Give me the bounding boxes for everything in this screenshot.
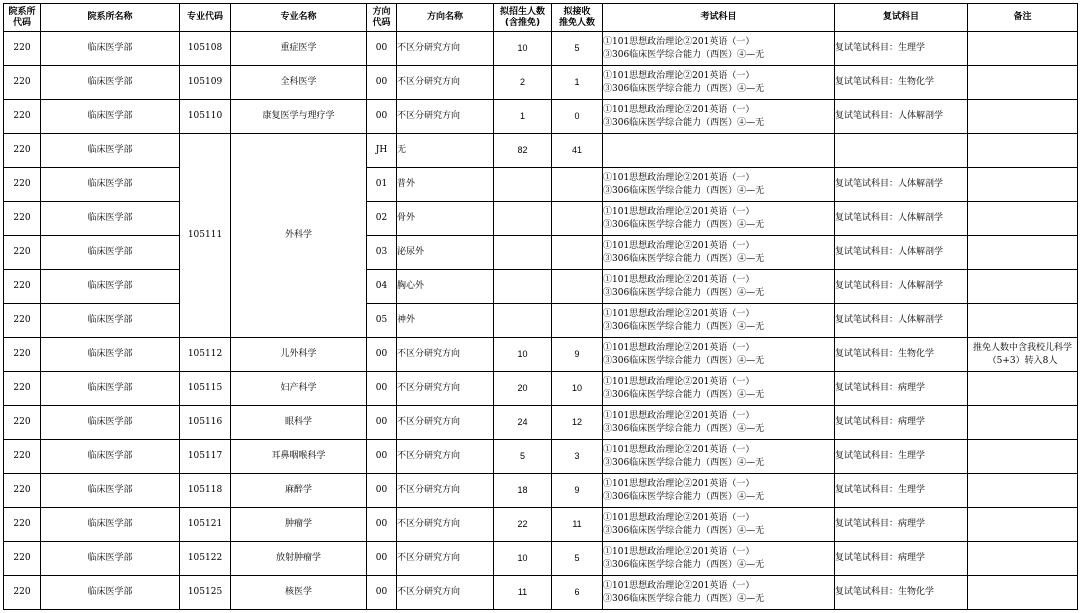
retest-cell: 复试笔试科目：生物化学 — [835, 338, 968, 372]
remarks-cell — [968, 372, 1078, 406]
exam-cell: ①101思想政治理论②201英语（一） ③306临床医学综合能力（西医）④—无 — [603, 66, 835, 100]
exempt-cell — [552, 236, 603, 270]
header-major-name: 专业名称 — [231, 4, 367, 32]
planned-cell: 2 — [494, 66, 552, 100]
retest-cell: 复试笔试科目：人体解剖学 — [835, 168, 968, 202]
dept-code-cell: 220 — [4, 202, 41, 236]
dept-name-cell: 临床医学部 — [41, 542, 180, 576]
dir-name-cell: 无 — [397, 134, 494, 168]
exam-cell: ①101思想政治理论②201英语（一） ③306临床医学综合能力（西医）④—无 — [603, 236, 835, 270]
dept-code-cell: 220 — [4, 134, 41, 168]
dir-code-cell: 00 — [367, 474, 397, 508]
dept-code-cell: 220 — [4, 338, 41, 372]
dept-code-cell: 220 — [4, 474, 41, 508]
exempt-cell — [552, 202, 603, 236]
dept-name-cell: 临床医学部 — [41, 304, 180, 338]
retest-cell: 复试笔试科目：人体解剖学 — [835, 270, 968, 304]
major-name-cell: 外科学 — [231, 134, 367, 338]
exam-cell: ①101思想政治理论②201英语（一） ③306临床医学综合能力（西医）④—无 — [603, 270, 835, 304]
planned-cell: 10 — [494, 338, 552, 372]
major-name-cell: 核医学 — [231, 576, 367, 610]
major-name-cell: 耳鼻咽喉科学 — [231, 440, 367, 474]
dept-name-cell: 临床医学部 — [41, 236, 180, 270]
dept-code-cell: 220 — [4, 100, 41, 134]
dir-name-cell: 不区分研究方向 — [397, 372, 494, 406]
dept-code-cell: 220 — [4, 440, 41, 474]
dir-code-cell: 02 — [367, 202, 397, 236]
table-row — [4, 202, 1078, 236]
table-row — [4, 236, 1078, 270]
retest-cell: 复试笔试科目：病理学 — [835, 406, 968, 440]
dir-code-cell: 00 — [367, 66, 397, 100]
dept-name-cell: 临床医学部 — [41, 270, 180, 304]
exempt-cell: 1 — [552, 66, 603, 100]
dept-name-cell: 临床医学部 — [41, 134, 180, 168]
dept-code-cell: 220 — [4, 168, 41, 202]
retest-cell: 复试笔试科目：人体解剖学 — [835, 236, 968, 270]
dept-name-cell: 临床医学部 — [41, 508, 180, 542]
retest-cell: 复试笔试科目：人体解剖学 — [835, 304, 968, 338]
planned-cell — [494, 304, 552, 338]
dir-name-cell: 不区分研究方向 — [397, 32, 494, 66]
dept-code-cell: 220 — [4, 236, 41, 270]
planned-cell: 18 — [494, 474, 552, 508]
dir-code-cell: 00 — [367, 100, 397, 134]
exempt-cell: 5 — [552, 542, 603, 576]
major-code-cell: 105111 — [180, 134, 231, 338]
exam-cell: ①101思想政治理论②201英语（一） ③306临床医学综合能力（西医）④—无 — [603, 338, 835, 372]
table-row — [4, 406, 1078, 440]
dept-code-cell: 220 — [4, 406, 41, 440]
dir-name-cell: 不区分研究方向 — [397, 338, 494, 372]
dir-name-cell: 骨外 — [397, 202, 494, 236]
dept-name-cell: 临床医学部 — [41, 168, 180, 202]
exam-cell: ①101思想政治理论②201英语（一） ③306临床医学综合能力（西医）④—无 — [603, 406, 835, 440]
exam-cell: ①101思想政治理论②201英语（一） ③306临床医学综合能力（西医）④—无 — [603, 100, 835, 134]
remarks-cell — [968, 304, 1078, 338]
planned-cell: 5 — [494, 440, 552, 474]
table-row — [4, 542, 1078, 576]
remarks-cell: 推免人数中含我校儿科学（5+3）转入8人 — [968, 338, 1078, 372]
remarks-cell — [968, 66, 1078, 100]
retest-cell: 复试笔试科目：病理学 — [835, 508, 968, 542]
dir-code-cell: 00 — [367, 440, 397, 474]
major-name-cell: 眼科学 — [231, 406, 367, 440]
table-row — [4, 576, 1078, 610]
dir-code-cell: 00 — [367, 406, 397, 440]
dept-code-cell: 220 — [4, 304, 41, 338]
major-code-cell: 105109 — [180, 66, 231, 100]
retest-cell: 复试笔试科目：生理学 — [835, 32, 968, 66]
remarks-cell — [968, 576, 1078, 610]
exam-cell: ①101思想政治理论②201英语（一） ③306临床医学综合能力（西医）④—无 — [603, 202, 835, 236]
major-code-cell: 105115 — [180, 372, 231, 406]
dept-name-cell: 临床医学部 — [41, 576, 180, 610]
major-code-cell: 105112 — [180, 338, 231, 372]
retest-cell: 复试笔试科目：人体解剖学 — [835, 100, 968, 134]
planned-cell — [494, 270, 552, 304]
exam-cell: ①101思想政治理论②201英语（一） ③306临床医学综合能力（西医）④—无 — [603, 508, 835, 542]
planned-cell: 1 — [494, 100, 552, 134]
table-row — [4, 304, 1078, 338]
retest-cell: 复试笔试科目：病理学 — [835, 372, 968, 406]
remarks-cell — [968, 474, 1078, 508]
dir-code-cell: 05 — [367, 304, 397, 338]
header-planned: 拟招生人数 (含推免) — [494, 4, 552, 32]
major-code-cell: 105108 — [180, 32, 231, 66]
exam-cell: ①101思想政治理论②201英语（一） ③306临床医学综合能力（西医）④—无 — [603, 542, 835, 576]
exam-cell — [603, 134, 835, 168]
dept-name-cell: 临床医学部 — [41, 372, 180, 406]
exempt-cell — [552, 270, 603, 304]
major-code-cell: 105125 — [180, 576, 231, 610]
dir-name-cell: 神外 — [397, 304, 494, 338]
dept-code-cell: 220 — [4, 66, 41, 100]
table-row — [4, 66, 1078, 100]
planned-cell: 10 — [494, 32, 552, 66]
header-exam: 考试科目 — [603, 4, 835, 32]
table-row — [4, 508, 1078, 542]
exempt-cell: 6 — [552, 576, 603, 610]
table-row — [4, 168, 1078, 202]
planned-cell: 11 — [494, 576, 552, 610]
major-code-cell: 105116 — [180, 406, 231, 440]
dept-code-cell: 220 — [4, 270, 41, 304]
table-row — [4, 474, 1078, 508]
header-retest: 复试科目 — [835, 4, 968, 32]
retest-cell: 复试笔试科目：人体解剖学 — [835, 202, 968, 236]
dept-name-cell: 临床医学部 — [41, 32, 180, 66]
exam-cell: ①101思想政治理论②201英语（一） ③306临床医学综合能力（西医）④—无 — [603, 168, 835, 202]
retest-cell: 复试笔试科目：生理学 — [835, 440, 968, 474]
table-row — [4, 134, 1078, 168]
dir-code-cell: 00 — [367, 542, 397, 576]
dir-name-cell: 不区分研究方向 — [397, 440, 494, 474]
header-remarks: 备注 — [968, 4, 1078, 32]
remarks-cell — [968, 236, 1078, 270]
dir-name-cell: 不区分研究方向 — [397, 508, 494, 542]
admissions-table — [3, 3, 1078, 610]
header-dept-code: 院系所 代码 — [4, 4, 41, 32]
exempt-cell: 9 — [552, 474, 603, 508]
retest-cell: 复试笔试科目：生物化学 — [835, 66, 968, 100]
dept-name-cell: 临床医学部 — [41, 338, 180, 372]
dir-code-cell: 00 — [367, 508, 397, 542]
dir-code-cell: 01 — [367, 168, 397, 202]
exempt-cell: 9 — [552, 338, 603, 372]
exempt-cell: 5 — [552, 32, 603, 66]
table-row — [4, 32, 1078, 66]
planned-cell: 20 — [494, 372, 552, 406]
planned-cell — [494, 202, 552, 236]
dir-name-cell: 不区分研究方向 — [397, 474, 494, 508]
remarks-cell — [968, 168, 1078, 202]
planned-cell: 10 — [494, 542, 552, 576]
dept-name-cell: 临床医学部 — [41, 440, 180, 474]
planned-cell: 24 — [494, 406, 552, 440]
major-code-cell: 105121 — [180, 508, 231, 542]
major-name-cell: 重症医学 — [231, 32, 367, 66]
dir-code-cell: 04 — [367, 270, 397, 304]
dept-name-cell: 临床医学部 — [41, 406, 180, 440]
table-row — [4, 338, 1078, 372]
major-code-cell: 105118 — [180, 474, 231, 508]
exempt-cell: 12 — [552, 406, 603, 440]
major-code-cell: 105110 — [180, 100, 231, 134]
dir-code-cell: 03 — [367, 236, 397, 270]
dir-name-cell: 不区分研究方向 — [397, 576, 494, 610]
header-major-code: 专业代码 — [180, 4, 231, 32]
dept-name-cell: 临床医学部 — [41, 66, 180, 100]
exempt-cell: 11 — [552, 508, 603, 542]
planned-cell — [494, 236, 552, 270]
exam-cell: ①101思想政治理论②201英语（一） ③306临床医学综合能力（西医）④—无 — [603, 576, 835, 610]
dir-code-cell: 00 — [367, 338, 397, 372]
table-row — [4, 270, 1078, 304]
dept-code-cell: 220 — [4, 576, 41, 610]
dept-code-cell: 220 — [4, 372, 41, 406]
exam-cell: ①101思想政治理论②201英语（一） ③306临床医学综合能力（西医）④—无 — [603, 304, 835, 338]
dept-name-cell: 临床医学部 — [41, 100, 180, 134]
exam-cell: ①101思想政治理论②201英语（一） ③306临床医学综合能力（西医）④—无 — [603, 440, 835, 474]
dept-name-cell: 临床医学部 — [41, 202, 180, 236]
exempt-cell: 10 — [552, 372, 603, 406]
retest-cell: 复试笔试科目：病理学 — [835, 542, 968, 576]
dir-name-cell: 泌尿外 — [397, 236, 494, 270]
dept-code-cell: 220 — [4, 508, 41, 542]
planned-cell — [494, 168, 552, 202]
major-name-cell: 肿瘤学 — [231, 508, 367, 542]
major-name-cell: 康复医学与理疗学 — [231, 100, 367, 134]
header-dir-name: 方向名称 — [397, 4, 494, 32]
exempt-cell: 41 — [552, 134, 603, 168]
remarks-cell — [968, 508, 1078, 542]
dept-code-cell: 220 — [4, 32, 41, 66]
dir-name-cell: 胸心外 — [397, 270, 494, 304]
exempt-cell — [552, 304, 603, 338]
exam-cell: ①101思想政治理论②201英语（一） ③306临床医学综合能力（西医）④—无 — [603, 32, 835, 66]
dir-name-cell: 不区分研究方向 — [397, 542, 494, 576]
dir-name-cell: 普外 — [397, 168, 494, 202]
dir-name-cell: 不区分研究方向 — [397, 100, 494, 134]
remarks-cell — [968, 100, 1078, 134]
major-code-cell: 105117 — [180, 440, 231, 474]
exempt-cell: 3 — [552, 440, 603, 474]
table-row — [4, 440, 1078, 474]
retest-cell: 复试笔试科目：生理学 — [835, 474, 968, 508]
dept-name-cell: 临床医学部 — [41, 474, 180, 508]
header-dept-name: 院系所名称 — [41, 4, 180, 32]
retest-cell — [835, 134, 968, 168]
dir-code-cell: JH — [367, 134, 397, 168]
remarks-cell — [968, 542, 1078, 576]
major-name-cell: 儿外科学 — [231, 338, 367, 372]
major-name-cell: 麻醉学 — [231, 474, 367, 508]
dept-code-cell: 220 — [4, 542, 41, 576]
dir-name-cell: 不区分研究方向 — [397, 406, 494, 440]
exam-cell: ①101思想政治理论②201英语（一） ③306临床医学综合能力（西医）④—无 — [603, 372, 835, 406]
dir-code-cell: 00 — [367, 32, 397, 66]
dir-code-cell: 00 — [367, 576, 397, 610]
major-code-cell: 105122 — [180, 542, 231, 576]
header-row — [4, 4, 1078, 32]
remarks-cell — [968, 134, 1078, 168]
major-name-cell: 妇产科学 — [231, 372, 367, 406]
exam-cell: ①101思想政治理论②201英语（一） ③306临床医学综合能力（西医）④—无 — [603, 474, 835, 508]
exempt-cell: 0 — [552, 100, 603, 134]
major-name-cell: 放射肿瘤学 — [231, 542, 367, 576]
remarks-cell — [968, 32, 1078, 66]
remarks-cell — [968, 270, 1078, 304]
major-name-cell: 全科医学 — [231, 66, 367, 100]
exempt-cell — [552, 168, 603, 202]
retest-cell: 复试笔试科目：生物化学 — [835, 576, 968, 610]
remarks-cell — [968, 406, 1078, 440]
header-exempt: 拟接收 推免人数 — [552, 4, 603, 32]
table-row — [4, 100, 1078, 134]
table-row — [4, 372, 1078, 406]
planned-cell: 82 — [494, 134, 552, 168]
remarks-cell — [968, 202, 1078, 236]
remarks-cell — [968, 440, 1078, 474]
dir-code-cell: 00 — [367, 372, 397, 406]
dir-name-cell: 不区分研究方向 — [397, 66, 494, 100]
planned-cell: 22 — [494, 508, 552, 542]
header-dir-code: 方向 代码 — [367, 4, 397, 32]
